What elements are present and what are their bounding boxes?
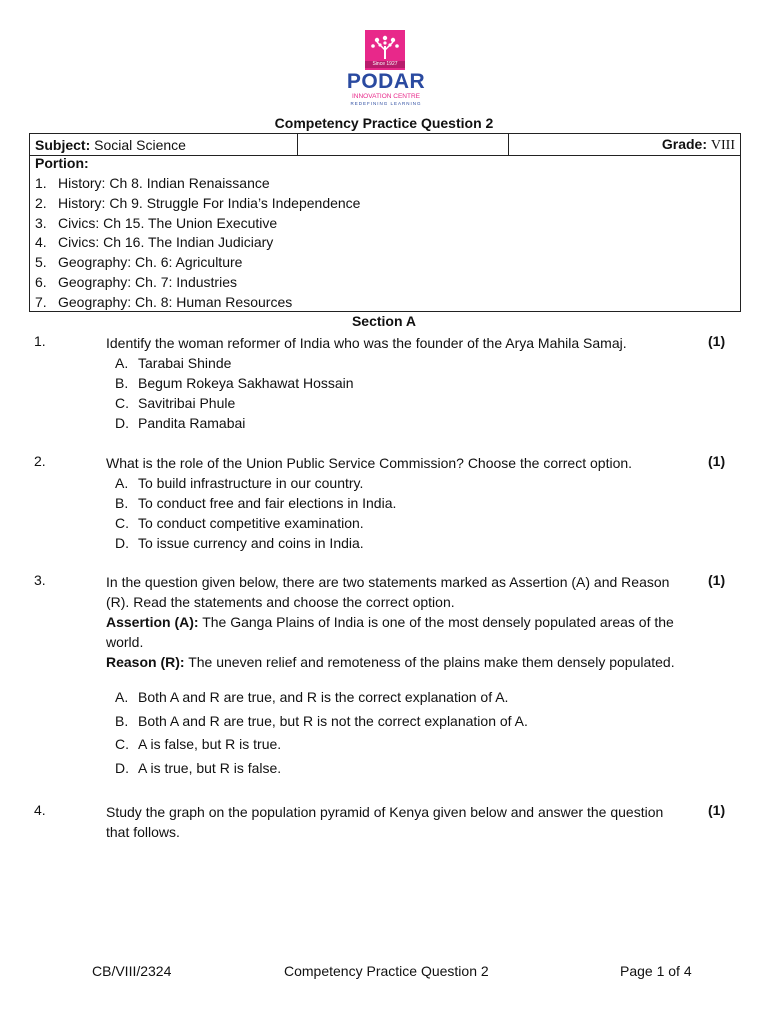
logo-tagline: REDEFINING LEARNING <box>350 101 422 106</box>
question-text: Study the graph on the population pyramid of Kenya given below and answer the question that follows. <box>106 804 664 840</box>
option-item: C. Savitribai Phule <box>115 395 236 411</box>
question-number: 2. <box>34 453 46 469</box>
question-marks: (1) <box>708 333 726 349</box>
question-text: In the question given below, there are two statements marked as Assertion (A) and Reason (R). Read the statements and choose the correct option. <box>106 574 670 610</box>
subject-value: Social Science <box>94 136 186 153</box>
options-list <box>115 353 354 433</box>
portion-box <box>29 153 741 312</box>
question-number: 4. <box>34 802 46 818</box>
footer-code: CB/VIII/2324 <box>92 963 172 979</box>
assertion <box>106 612 686 652</box>
question-body <box>106 572 686 672</box>
list-item: 6. Geography: Ch. 7: Industries <box>35 273 237 290</box>
logo-subtitle: INNOVATION CENTRE <box>351 93 420 100</box>
grade-label: Grade: <box>661 135 707 152</box>
logo-since: Since 1927 <box>365 61 405 68</box>
option-item: D. A is true, but R is false. <box>115 759 282 776</box>
reason-text: The uneven relief and remoteness of the plains make them densely populated. <box>184 654 675 670</box>
section-title: Section A <box>351 313 417 329</box>
portion-title: Portion: <box>35 155 89 171</box>
question-marks: (1) <box>708 453 726 469</box>
question-marks: (1) <box>708 572 726 588</box>
option-item: C. To conduct competitive examination. <box>115 515 364 531</box>
option-item: B. To conduct free and fair elections in India. <box>115 495 397 511</box>
podar-logo <box>336 30 436 108</box>
option-item: D. Pandita Ramabai <box>115 415 246 431</box>
reason <box>106 652 686 672</box>
assertion-label: Assertion (A): <box>106 614 199 630</box>
question-number: 1. <box>34 333 46 349</box>
footer-page: Page 1 of 4 <box>620 963 692 979</box>
option-item: C. A is false, but R is true. <box>115 736 282 752</box>
question-number: 3. <box>34 572 46 588</box>
option-item: A. To build infrastructure in our country. <box>115 475 364 491</box>
reason-label: Reason (R): <box>106 654 185 670</box>
assertion-text: The Ganga Plains of India is one of the most densely populated areas of the world. <box>106 614 674 650</box>
option-item: B. Both A and R are true, but R is not the correct explanation of A. <box>115 712 528 729</box>
subject-label: Subject: <box>35 136 91 153</box>
options-list <box>115 473 396 553</box>
logo-wordmark: PODAR <box>346 70 426 93</box>
option-item: A. Both A and R are true, and R is the correct explanation of A. <box>115 689 509 705</box>
question-text: What is the role of the Union Public Service Commission? Choose the correct option. <box>106 455 633 471</box>
footer-title: Competency Practice Question 2 <box>284 963 489 979</box>
option-item: A. Tarabai Shinde <box>115 355 232 371</box>
list-item: 4. Civics: Ch 16. The Indian Judiciary <box>35 234 274 251</box>
list-item: 3. Civics: Ch 15. The Union Executive <box>35 214 278 231</box>
options-list <box>115 686 528 780</box>
option-item: D. To issue currency and coins in India. <box>115 535 364 551</box>
list-item: 1. History: Ch 8. Indian Renaissance <box>35 175 270 191</box>
list-item: 5. Geography: Ch. 6: Agriculture <box>35 254 243 271</box>
grade-value: VIII <box>710 137 735 153</box>
portion-list <box>35 174 360 313</box>
question-text: Identify the woman reformer of India who was the founder of the Arya Mahila Samaj. <box>106 335 627 351</box>
list-item: 2. History: Ch 9. Struggle For India’s Independence <box>35 194 361 211</box>
question-marks: (1) <box>708 802 726 818</box>
document-title: Competency Practice Question 2 <box>274 115 494 131</box>
list-item: 7. Geography: Ch. 8: Human Resources <box>35 293 293 310</box>
option-item: B. Begum Rokeya Sakhawat Hossain <box>115 375 354 391</box>
